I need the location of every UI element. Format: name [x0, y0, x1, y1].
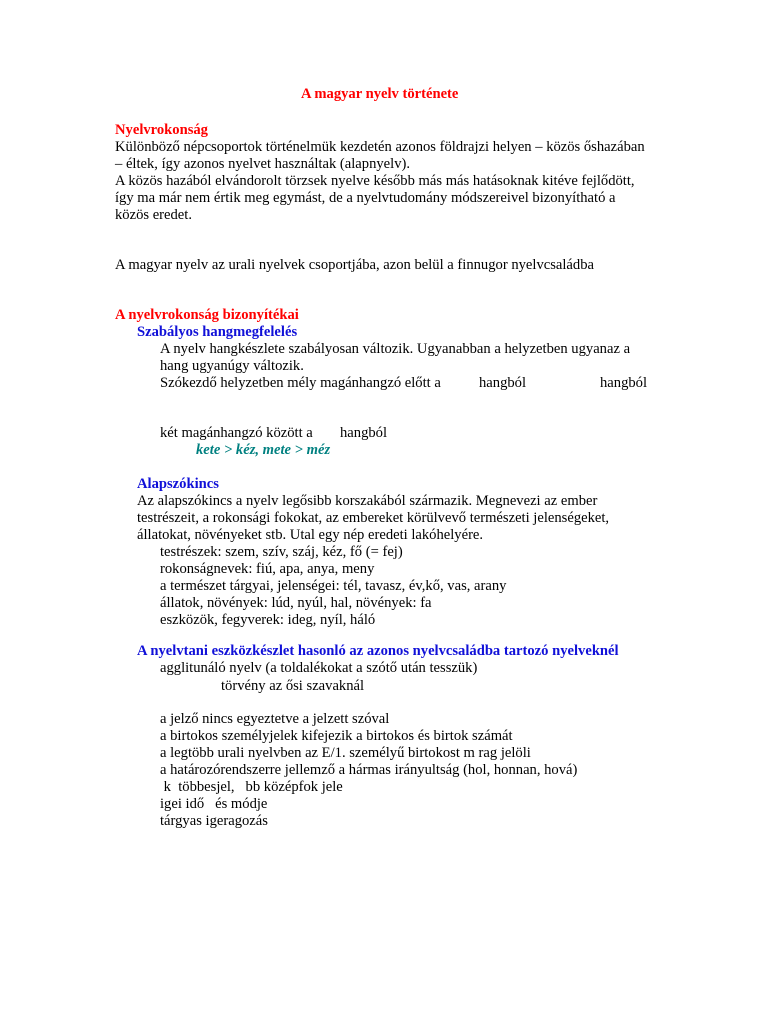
vocabulary-item: testrészek: szem, szív, száj, kéz, fő (= fej): [160, 544, 403, 560]
paragraph-line: A nyelv hangkészlete szabályosan változik. Ugyanabban a helyzetben ugyanaz a: [160, 341, 631, 357]
sound-rule-from: hangból: [340, 425, 388, 441]
subheading-nyelvtani-eszkozkeszlet: A nyelvtani eszközkészlet hasonló az azonos nyelvcsaládba tartozó nyelveknél: [137, 643, 619, 659]
grammar-item: tárgyas igeragozás: [160, 813, 268, 829]
grammar-item: a legtöbb urali nyelvben az E/1. személyű birtokost m rag jelöli: [160, 745, 531, 761]
vocabulary-item: rokonságnevek: fiú, apa, anya, meny: [160, 561, 375, 577]
paragraph-line: hang ugyanúgy változik.: [160, 358, 304, 374]
paragraph-line: A közös hazából elvándorolt törzsek nyelve később más más hatásoknak kitéve fejlődött,: [115, 173, 635, 189]
grammar-item: a birtokos személyjelek kifejezik a birtokos és birtok számát: [160, 728, 513, 744]
paragraph-line: Különböző népcsoportok történelmük kezdetén azonos földrajzi helyen – közös őshazában: [115, 139, 645, 155]
grammar-item: a határozórendszerre jellemző a hármas irányultság (hol, honnan, hová): [160, 762, 578, 778]
document-title: A magyar nyelv története: [301, 86, 459, 102]
sound-rule-text: Szókezdő helyzetben mély magánhangzó előtt a: [160, 375, 441, 391]
sound-change-example: kete > kéz, mete > méz: [196, 442, 331, 458]
paragraph-line: így ma már nem értik meg egymást, de a nyelvtudomány módszereivel bizonyítható a: [115, 190, 616, 206]
vocabulary-item: eszközök, fegyverek: ideg, nyíl, háló: [160, 612, 376, 628]
grammar-line: törvény az ősi szavaknál: [221, 678, 365, 694]
paragraph-line: közös eredet.: [115, 207, 192, 223]
grammar-item: a jelző nincs egyeztetve a jelzett szóval: [160, 711, 390, 727]
sound-rule-from: hangból: [479, 375, 527, 391]
section-heading-bizonyitekok: A nyelvrokonság bizonyítékai: [115, 307, 299, 323]
sound-rule-from: hangból: [600, 375, 648, 391]
paragraph-line: – éltek, így azonos nyelvet használtak (alapnyelv).: [115, 156, 411, 172]
subheading-alapszokincs: Alapszókincs: [137, 476, 219, 492]
grammar-line: agglitunáló nyelv (a toldalékokat a szótő után tesszük): [160, 660, 478, 676]
grammar-item: igei idő és módje: [160, 796, 268, 812]
vocabulary-item: a természet tárgyai, jelenségei: tél, tavasz, év,kő, vas, arany: [160, 578, 507, 594]
paragraph-line: Az alapszókincs a nyelv legősibb korszakából származik. Megnevezi az ember: [137, 493, 598, 509]
vocabulary-item: állatok, növények: lúd, nyúl, hal, növények: fa: [160, 595, 432, 611]
paragraph-line: állatokat, növényeket stb. Utal egy nép eredeti lakóhelyére.: [137, 527, 484, 543]
sound-rule-text: két magánhangzó között a: [160, 425, 313, 441]
classification-statement: A magyar nyelv az urali nyelvek csoportjába, azon belül a finnugor nyelvcsaládba: [115, 257, 594, 273]
section-heading-nyelvrokonsag: Nyelvrokonság: [115, 122, 208, 138]
subheading-hangmegfeleles: Szabályos hangmegfelelés: [137, 324, 298, 340]
grammar-item: k többesjel, bb középfok jele: [160, 779, 343, 795]
paragraph-line: testrészeit, a rokonsági fokokat, az embereket körülvevő természeti jelenségeket,: [137, 510, 610, 526]
